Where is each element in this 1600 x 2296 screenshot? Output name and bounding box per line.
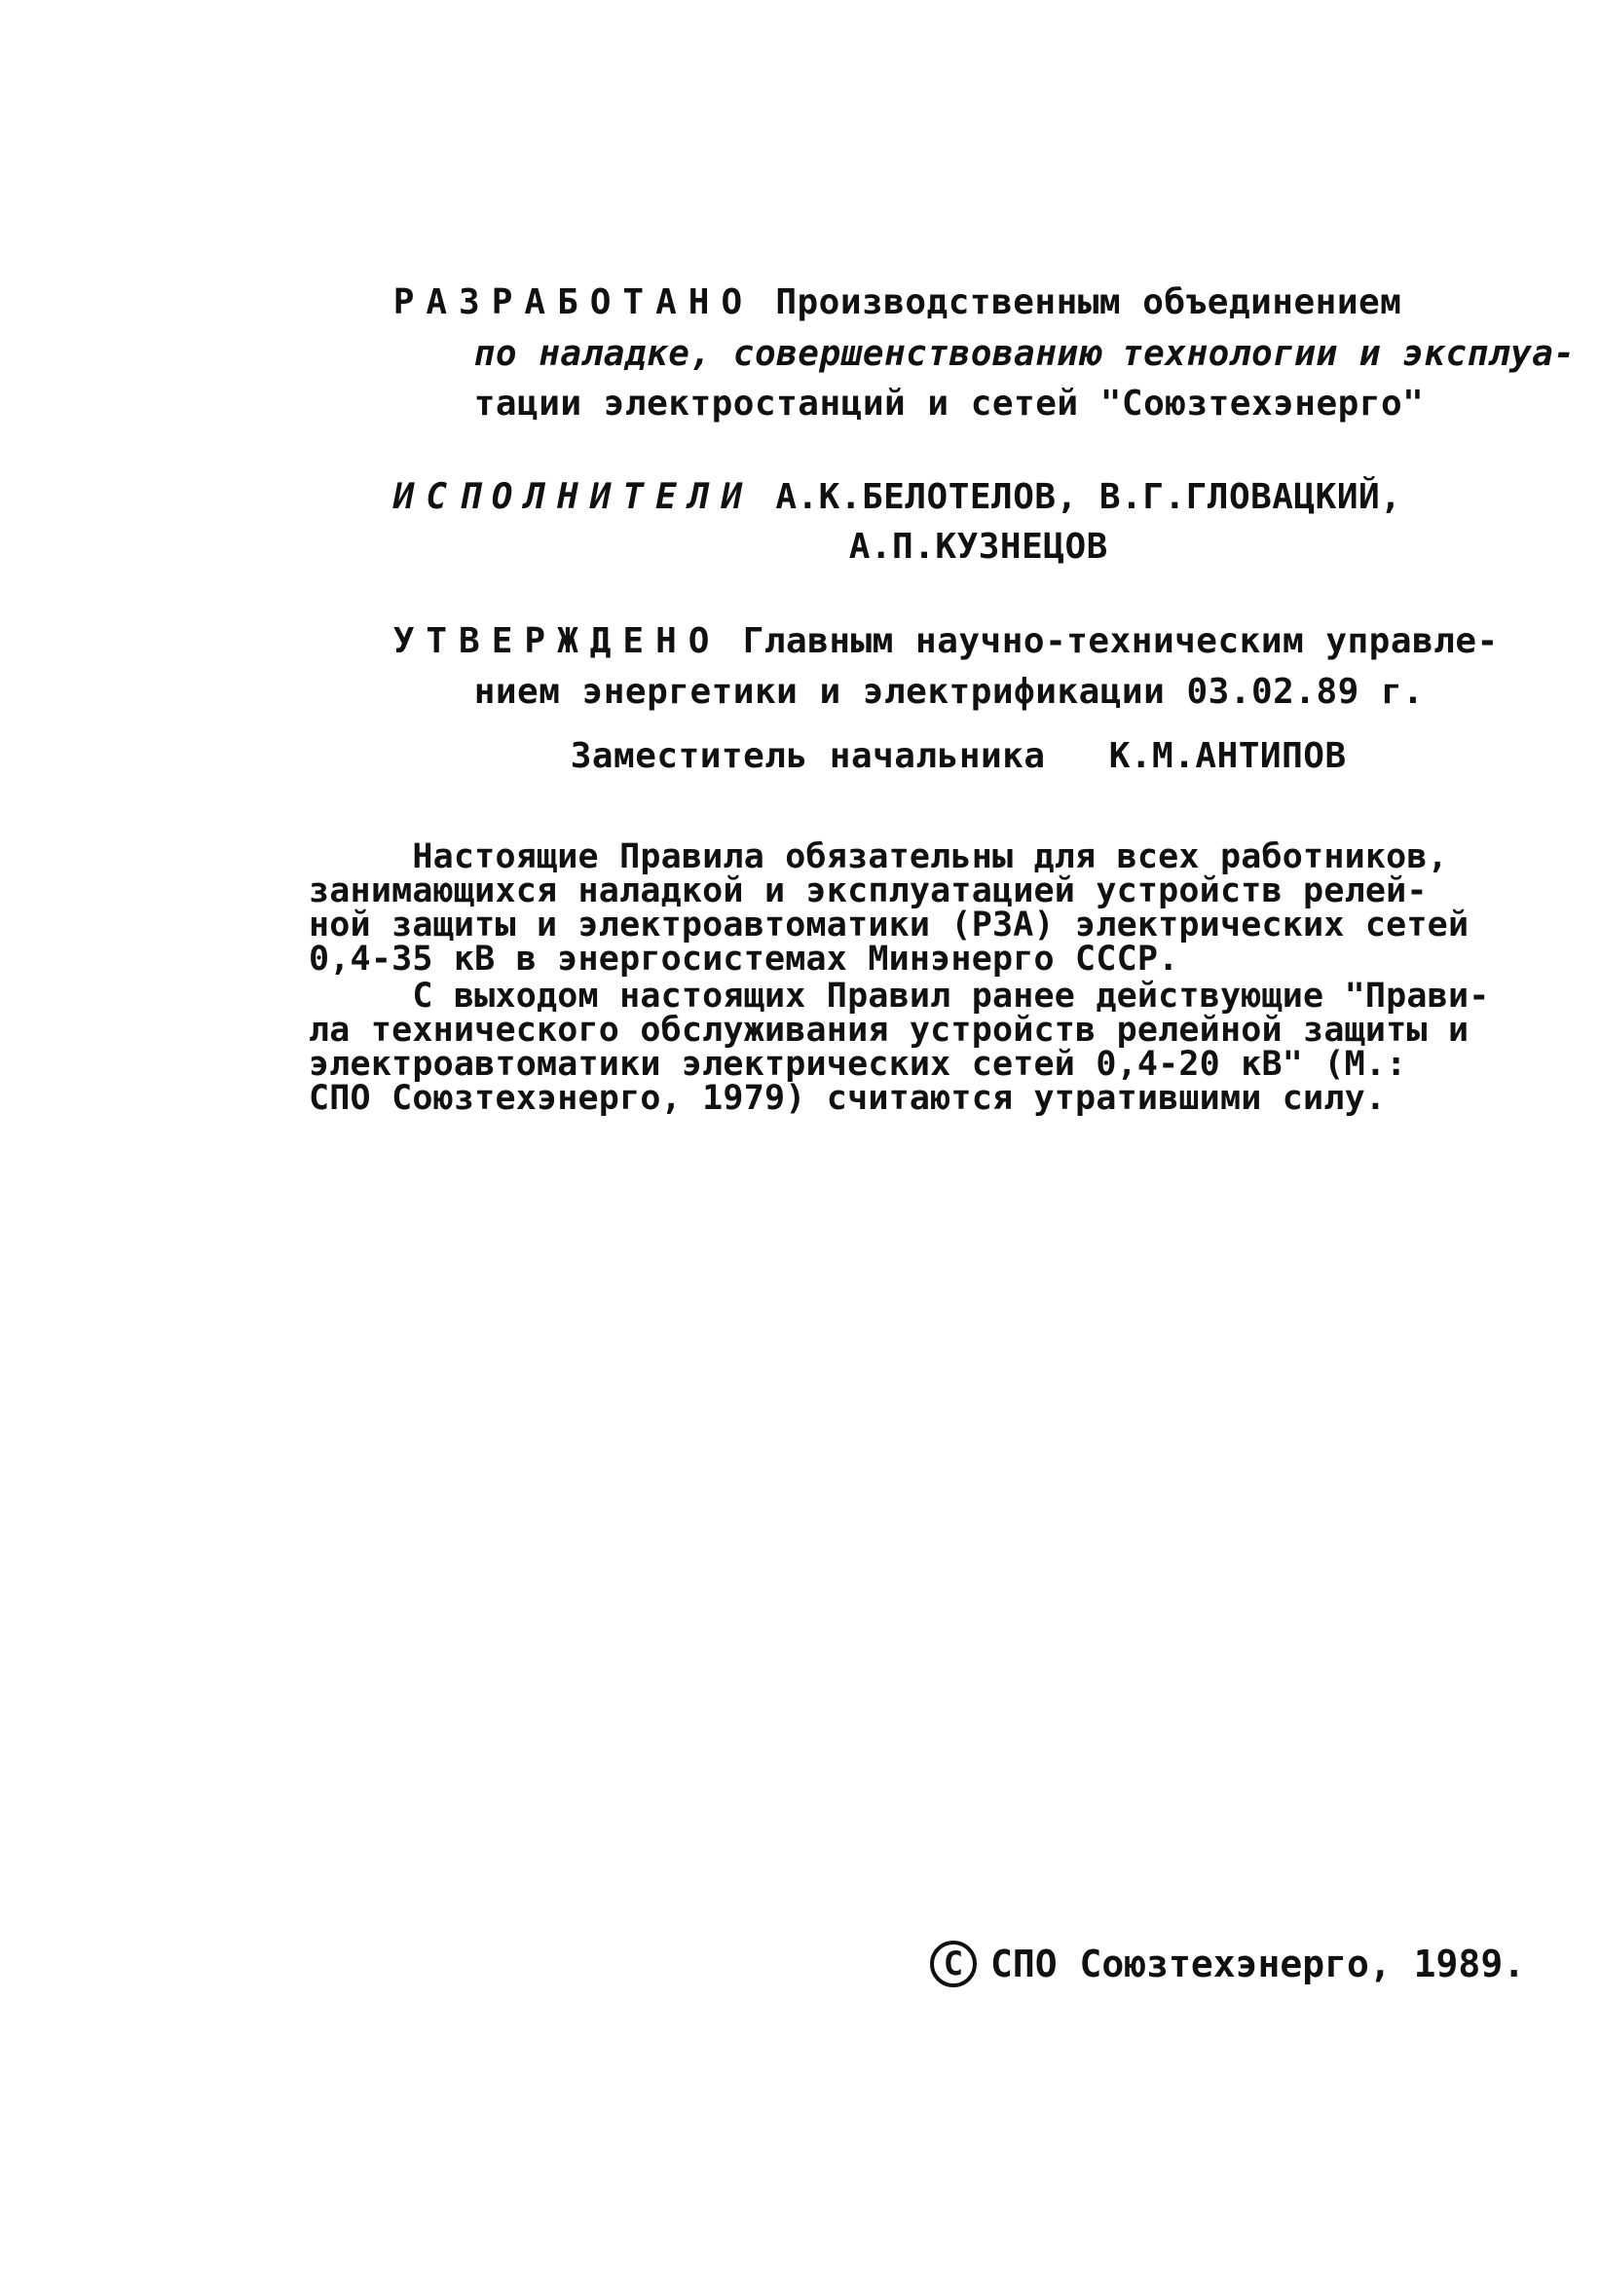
- notice-line-5: С выходом настоящих Правил ранее действующие "Прави-: [309, 977, 1490, 1016]
- notice-line-3: ной защиты и электроавтоматики (РЗА) электрических сетей: [309, 906, 1470, 944]
- performers-label: ИСПОЛНИТЕЛИ: [392, 477, 755, 517]
- performers-names-2: А.П.КУЗНЕЦОВ: [848, 527, 1108, 567]
- notice-line-7: электроавтоматики электрических сетей 0,4-20 кВ" (М.:: [309, 1045, 1407, 1084]
- copyright-text: СПО Союзтехэнерго, 1989.: [990, 1943, 1526, 1985]
- approved-text-1: Главным научно-техническим управле-: [742, 621, 1499, 661]
- notice-line-6: ла технического обслуживания устройств релейной защиты и: [309, 1011, 1470, 1050]
- notice-line-2: занимающихся наладкой и эксплуатацией устройств релей-: [309, 871, 1428, 910]
- approved-deputy-name-line: [1023, 692, 1347, 821]
- developed-text-3: тации электростанций и сетей "Союзтехэнерго": [473, 384, 1425, 424]
- developed-text-2: по наладке, совершенствованию технологии и эксплуа-: [473, 334, 1576, 374]
- deputy-name: К.М.АНТИПОВ: [1108, 736, 1347, 776]
- notice-line-8: СПО Союзтехэнерго, 1979) считаются утратившими силу.: [309, 1079, 1387, 1118]
- deputy-title: Заместитель начальника: [570, 736, 1046, 776]
- developed-label: РАЗРАБОТАНО: [392, 282, 755, 322]
- approved-text-2: нием энергетики и электрификации 03.02.89 г.: [473, 672, 1425, 712]
- copyright-notice: [930, 1941, 1525, 1987]
- performers-names-1: А.К.БЕЛОТЕЛОВ, В.Г.ГЛОВАЦКИЙ,: [775, 477, 1402, 517]
- approved-label: УТВЕРЖДЕНО: [392, 621, 722, 661]
- copyright-icon: С: [930, 1941, 977, 1987]
- notice-line-4: 0,4-35 кВ в энергосистемах Минэнерго СССР.: [309, 940, 1179, 979]
- approved-deputy-line: [484, 692, 1046, 821]
- developed-text-1: Производственным объединением: [775, 282, 1402, 322]
- notice-line-1: Настоящие Правила обязательны для всех работников,: [309, 837, 1448, 876]
